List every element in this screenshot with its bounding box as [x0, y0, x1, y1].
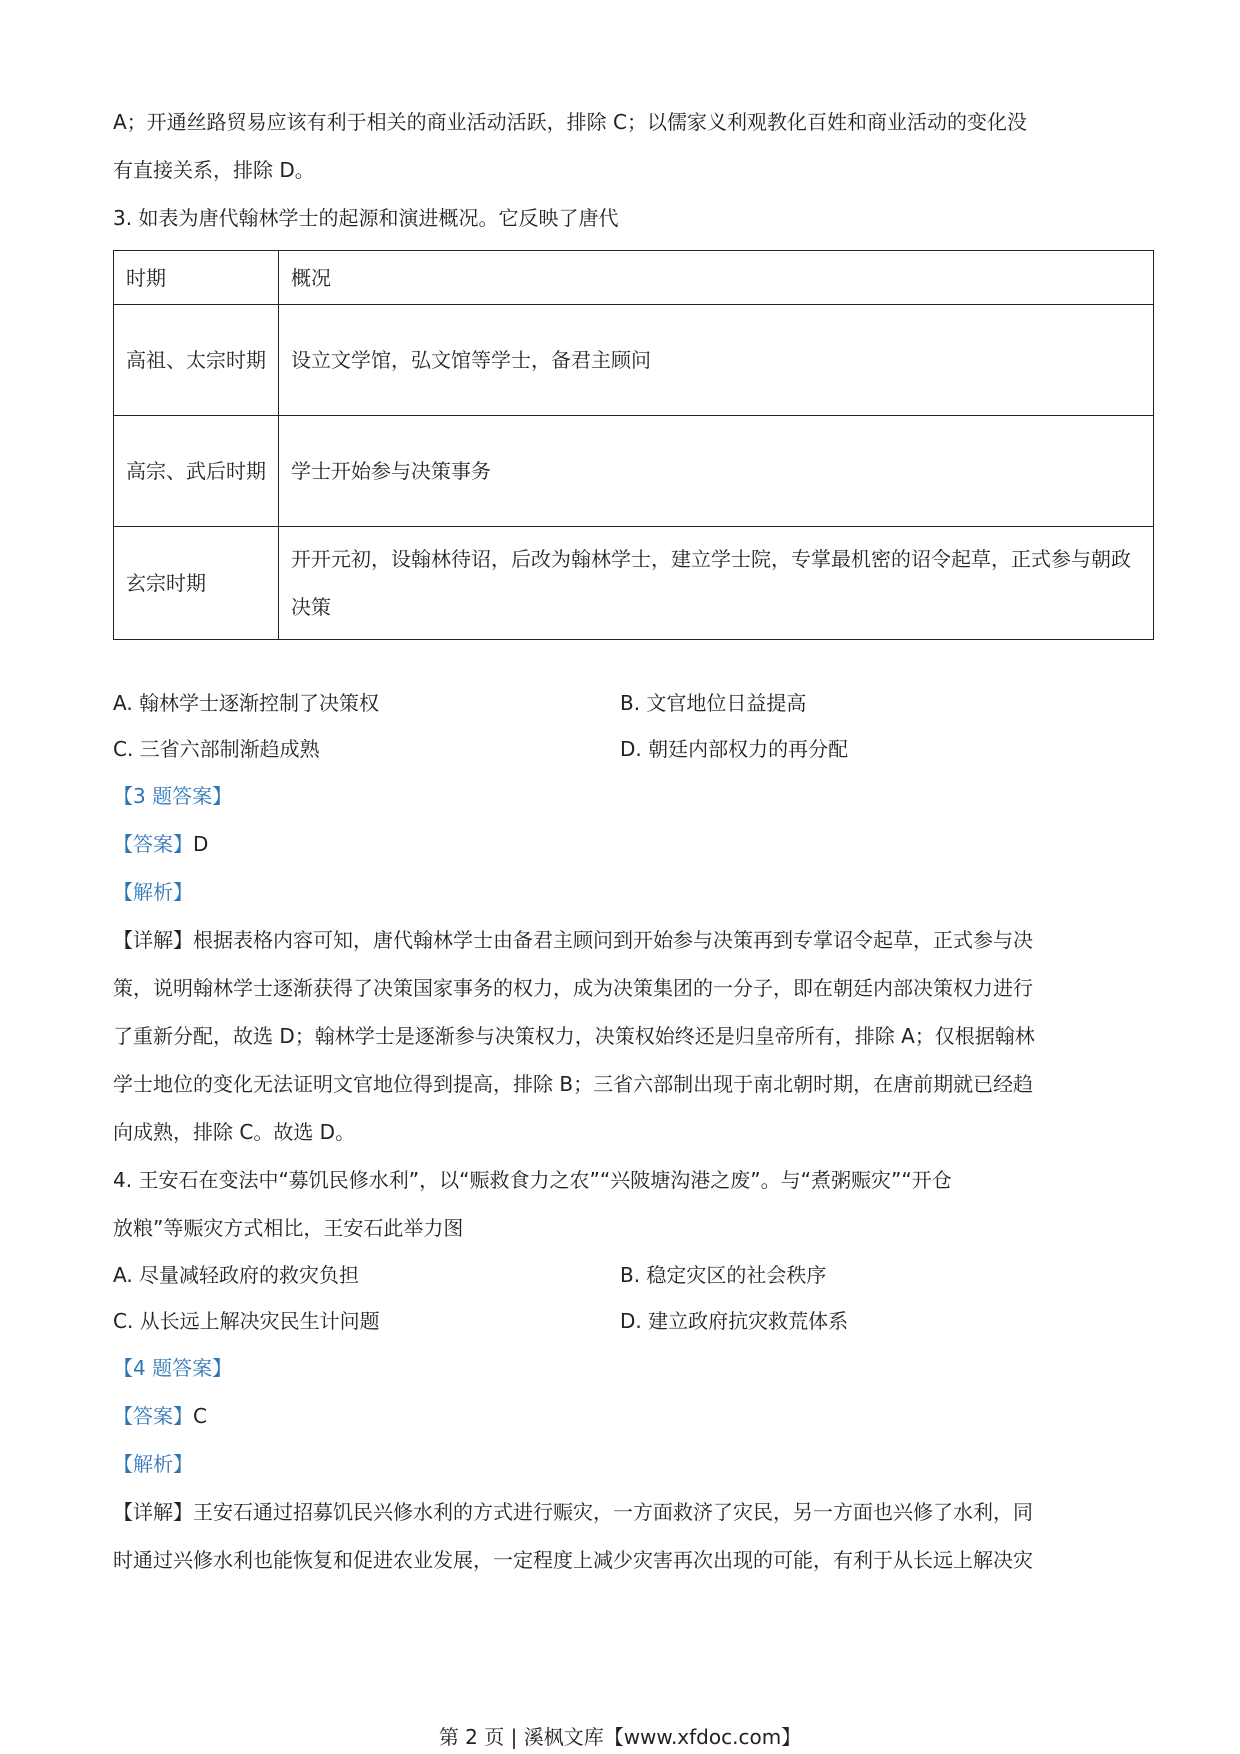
answer-value: C	[193, 1404, 207, 1428]
table-cell-summary: 学士开始参与决策事务	[279, 416, 1154, 527]
detail-text: 根据表格内容可知，唐代翰林学士由备君主顾问到开始参与决策再到专掌诏令起草，正式参与决	[193, 928, 1033, 952]
answer-label: 【答案】	[113, 832, 193, 856]
question-4-stem-line-1: 4. 王安石在变法中“募饥民修水利”，以“赈救食力之农”“兴陂塘沟港之废”。与“煮粥赈灾”“开仓	[113, 1168, 952, 1192]
question-4-detail-line	[113, 1488, 1153, 1536]
option-c: C. 三省六部制渐趋成熟	[113, 737, 320, 761]
question-3-answer	[113, 820, 1153, 868]
table-cell-period: 高祖、太宗时期	[114, 305, 279, 416]
table-cell-period: 高宗、武后时期	[114, 416, 279, 527]
detail-text: 王安石通过招募饥民兴修水利的方式进行赈灾，一方面救济了灾民，另一方面也兴修了水利，同	[193, 1500, 1033, 1524]
question-4-analysis-label: 【解析】	[113, 1452, 193, 1476]
option-b: B. 稳定灾区的社会秩序	[620, 1263, 827, 1287]
question-4-stem-line-2: 放粮”等赈灾方式相比，王安石此举力图	[113, 1216, 464, 1240]
question-3-detail-line: 了重新分配，故选 D；翰林学士是逐渐参与决策权力，决策权始终还是归皇帝所有，排除 A；仅根据翰林	[113, 1024, 1035, 1048]
answer-label: 【答案】	[113, 1404, 193, 1428]
detail-label: 【详解】	[113, 928, 193, 952]
table-header-row	[114, 251, 1154, 305]
question-4-detail-line: 时通过兴修水利也能恢复和促进农业发展，一定程度上减少灾害再次出现的可能，有利于从长远上解决灾	[113, 1548, 1033, 1572]
option-d: D. 建立政府抗灾救荒体系	[620, 1309, 849, 1333]
answer-value: D	[193, 832, 209, 856]
question-3-table	[113, 250, 1154, 640]
option-b: B. 文官地位日益提高	[620, 691, 807, 715]
page-footer: 第 2 页 | 溪枫文库【www.xfdoc.com】	[438, 1725, 802, 1749]
table-header-cell: 概况	[279, 251, 1154, 305]
table-row	[114, 416, 1154, 527]
continuation-line-1: A；开通丝路贸易应该有利于相关的商业活动活跃，排除 C；以儒家义利观教化百姓和商业活动的变化没	[113, 110, 1028, 134]
question-3-analysis-label: 【解析】	[113, 880, 193, 904]
question-3-options	[113, 680, 1153, 772]
question-3-stem: 3. 如表为唐代翰林学士的起源和演进概况。它反映了唐代	[113, 206, 619, 230]
option-a: A. 翰林学士逐渐控制了决策权	[113, 691, 380, 715]
table-row	[114, 527, 1154, 640]
continuation-line-2: 有直接关系，排除 D。	[113, 158, 315, 182]
detail-label: 【详解】	[113, 1500, 193, 1524]
document-page	[113, 98, 1153, 1584]
question-3-detail-line: 向成熟，排除 C。故选 D。	[113, 1120, 356, 1144]
table-cell-summary: 开开元初，设翰林待诏，后改为翰林学士，建立学士院，专掌最机密的诏令起草，正式参与朝政决策	[279, 527, 1154, 640]
table-header-cell: 时期	[114, 251, 279, 305]
table-row	[114, 305, 1154, 416]
question-3-detail-line: 策，说明翰林学士逐渐获得了决策国家事务的权力，成为决策集团的一分子，即在朝廷内部决策权力进行	[113, 976, 1033, 1000]
question-4-answer-heading: 【4 题答案】	[113, 1356, 233, 1380]
question-4-answer	[113, 1392, 1153, 1440]
question-3-detail-line	[113, 916, 1153, 964]
option-c: C. 从长远上解决灾民生计问题	[113, 1309, 380, 1333]
option-d: D. 朝廷内部权力的再分配	[620, 737, 849, 761]
question-4-options	[113, 1252, 1153, 1344]
question-3-answer-heading: 【3 题答案】	[113, 784, 233, 808]
question-3-detail-line: 学士地位的变化无法证明文官地位得到提高，排除 B；三省六部制出现于南北朝时期，在唐前期就已经趋	[113, 1072, 1034, 1096]
table-cell-period: 玄宗时期	[114, 527, 279, 640]
option-a: A. 尽量减轻政府的救灾负担	[113, 1263, 360, 1287]
table-cell-summary: 设立文学馆，弘文馆等学士，备君主顾问	[279, 305, 1154, 416]
